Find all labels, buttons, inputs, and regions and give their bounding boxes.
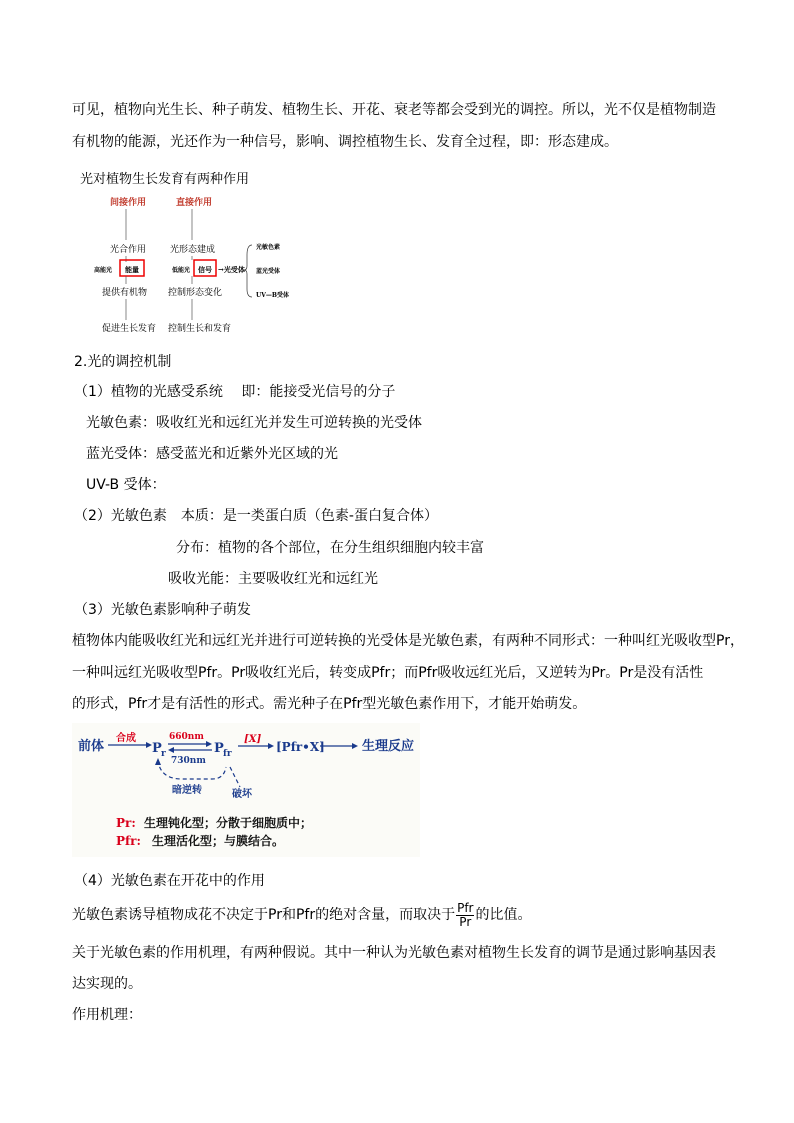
section-2-2: （2）光敏色素 本质：是一类蛋白质（色素-蛋白复合体） xyxy=(74,508,438,524)
mechanism-label: 作用机理： xyxy=(72,1007,142,1023)
two-roles-heading: 光对植物生长发育有两种作用 xyxy=(80,172,250,187)
photomorphogenesis-label: 光形态建成 xyxy=(170,245,216,255)
promote-growth-label: 促进生长发育 xyxy=(102,324,157,334)
section-2-2-absorption: 吸收光能：主要吸收红光和远红光 xyxy=(168,571,378,587)
section-2-1-uvb: UV-B 受体： xyxy=(86,477,166,493)
pfr-desc-key: Pfr: xyxy=(116,834,141,848)
section-2-1: （1）植物的光感受系统 即：能接受光信号的分子 xyxy=(74,384,396,400)
nm660-label: 660nm xyxy=(169,732,204,742)
mechanism-hypothesis-line-1: 关于光敏色素的作用机理，有两种假说。其中一种认为光敏色素对植物生长发育的调节是通过影响基因表 xyxy=(72,945,716,961)
synthesis-label: 合成 xyxy=(116,733,136,744)
energy-label: 能量 xyxy=(125,265,139,274)
pr-description: 生理钝化型；分散于细胞质中； xyxy=(144,816,313,830)
section-2-3-para-2: 一种叫远红光吸收型Pfr。Pr吸收红光后，转变成Pfr；而Pfr吸收远红光后，又逆转为Pr。Pr是没有活性 xyxy=(72,665,704,681)
precursor-label: 前体 xyxy=(78,739,105,754)
nm730-label: 730nm xyxy=(171,756,206,766)
signal-label: 信号 xyxy=(198,265,212,274)
pfr-description: 生理活化型；与膜结合。 xyxy=(152,834,285,848)
dark-reversion-label: 暗逆转 xyxy=(172,785,202,796)
intro-line-2: 有机物的能源，光还作为一种信号，影响、调控植物生长、发育全过程，即：形态建成。 xyxy=(72,134,618,150)
high-energy-light-label: 高能光 xyxy=(94,267,113,274)
indirect-label: 间接作用 xyxy=(110,198,147,208)
control-growth-label: 控制生长和发育 xyxy=(168,324,232,334)
section-2-3-para-1: 植物体内能吸收红光和远红光并进行可逆转换的光受体是光敏色素，有两种不同形式：一种叫红光吸收型Pr， xyxy=(72,633,744,649)
pfr-subscript: fr xyxy=(223,749,232,759)
section-2-4-ratio-line xyxy=(72,900,531,930)
physiological-response-label: 生理反应 xyxy=(362,739,415,754)
light-roles-diagram xyxy=(84,192,344,342)
fraction-numerator: Pfr xyxy=(457,900,474,915)
pr-desc-key: Pr: xyxy=(116,816,136,830)
pr-subscript: r xyxy=(161,749,166,759)
photoreceptor-arrow-label: →光受体 xyxy=(218,265,245,274)
receptor-brace xyxy=(244,245,252,297)
ratio-text-before: 光敏色素诱导植物成花不决定于Pr和Pfr的绝对含量，而取决于 xyxy=(72,907,456,923)
pr-symbol: P xyxy=(152,741,162,756)
destroy-path xyxy=(230,767,240,787)
section-2-1-phytochrome: 光敏色素：吸收红光和远红光并发生可逆转换的光受体 xyxy=(86,415,422,431)
destroy-label: 破坏 xyxy=(232,789,252,800)
section-2-3-para-3: 的形式，Pfr才是有活性的形式。需光种子在Pfr型光敏色素作用下，才能开始萌发。 xyxy=(72,696,587,712)
pfr-x-complex: [Pfr•X] xyxy=(276,740,325,754)
section-2-3: （3）光敏色素影响种子萌发 xyxy=(74,602,251,618)
intro-line-1: 可见，植物向光生长、种子萌发、植物生长、开花、衰老等都会受到光的调控。所以，光不仅是植物制造 xyxy=(72,102,716,118)
section-2-2-distribution: 分布：植物的各个部位，在分生组织细胞内较丰富 xyxy=(176,540,484,556)
fraction-denominator: Pr xyxy=(459,914,472,929)
section-2-1-blue: 蓝光受体：感受蓝光和近紫外光区域的光 xyxy=(86,446,338,462)
pfr-pr-fraction xyxy=(456,902,474,929)
mechanism-hypothesis-line-2: 达实现的。 xyxy=(72,976,142,992)
ratio-text-after: 的比值。 xyxy=(475,907,532,923)
blue-receptor-label: 蓝光受体 xyxy=(256,268,281,275)
photosynthesis-label: 光合作用 xyxy=(110,245,147,255)
control-morph-label: 控制形态变化 xyxy=(168,288,223,298)
phytochrome-conversion-diagram xyxy=(72,723,420,857)
uvb-receptor-label: UV—B受体 xyxy=(256,292,289,299)
section-2-4-title: （4）光敏色素在开花中的作用 xyxy=(74,873,265,889)
low-energy-light-label: 低能光 xyxy=(172,267,191,274)
section-2-title: 2.光的调控机制 xyxy=(74,354,172,370)
phytochrome-label: 光敏色素 xyxy=(256,244,281,251)
pfr-symbol: P xyxy=(214,741,224,756)
provide-organic-label: 提供有机物 xyxy=(102,288,148,298)
x-label: [X] xyxy=(244,734,262,745)
direct-label: 直接作用 xyxy=(176,198,213,208)
